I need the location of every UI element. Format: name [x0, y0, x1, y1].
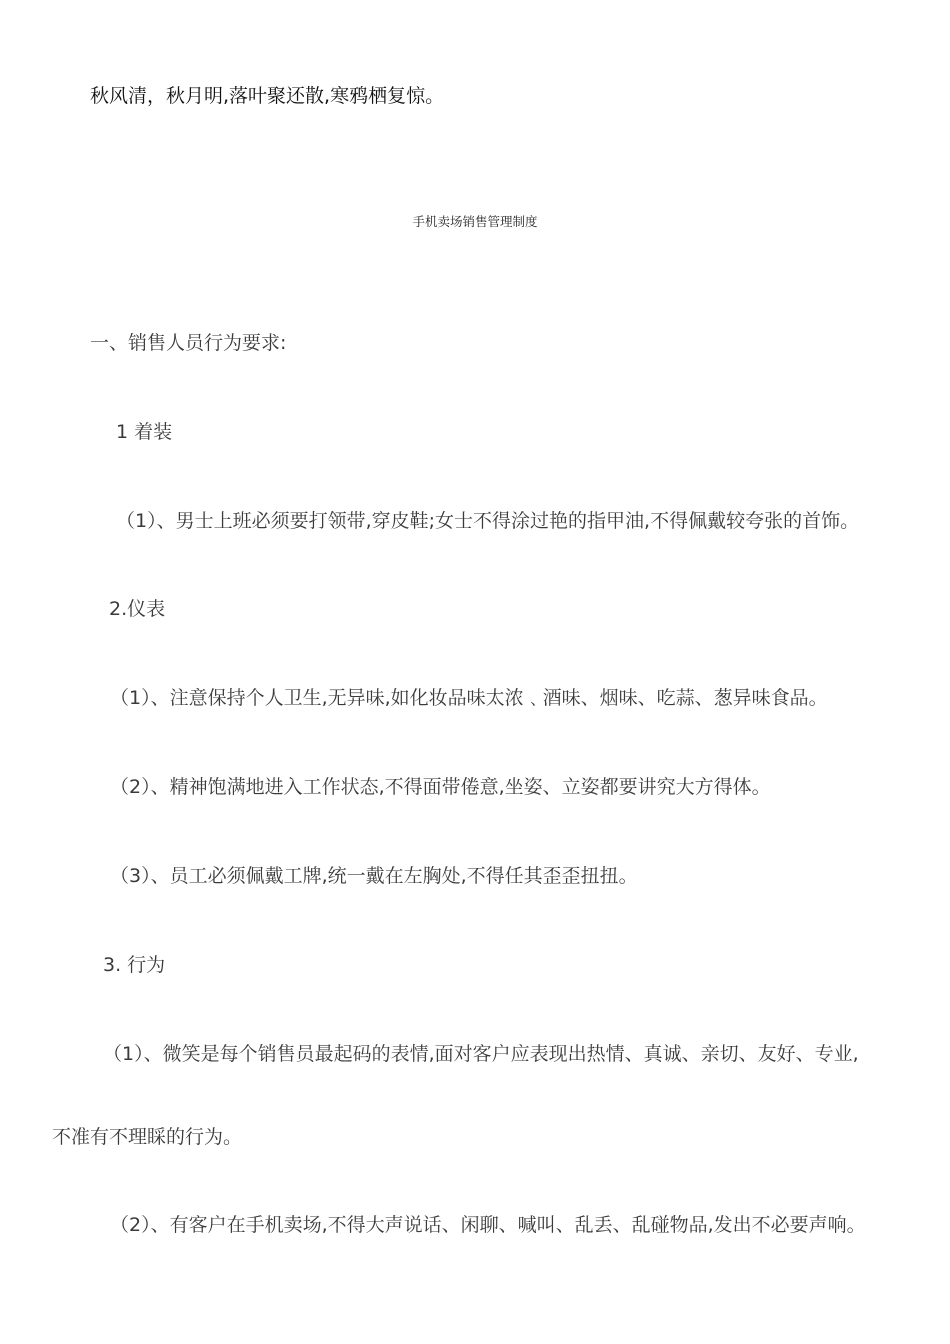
appearance-item-2: （2）、精神饱满地进入工作状态,不得面带倦意,坐姿、立姿都要讲究大方得体。 [110, 776, 771, 798]
behavior-item-1-line-2: 不准有不理睬的行为。 [52, 1126, 243, 1148]
behavior-item-1-line-1: （1）、微笑是每个销售员最起码的表情,面对客户应表现出热情、真诚、亲切、友好、专业, [103, 1043, 859, 1065]
poem-line: 秋风清，秋月明,落叶聚还散,寒鸦栖复惊。 [90, 85, 445, 107]
appearance-item-1: （1）、注意保持个人卫生,无异味,如化妆品味太浓﹑酒味、烟味、吃蒜、葱异味食品。 [110, 687, 828, 709]
section-heading-sales-staff-conduct: 一、销售人员行为要求: [90, 332, 287, 354]
subheading-appearance: 2.仪表 [109, 598, 166, 620]
appearance-item-3: （3）、员工必须佩戴工牌,统一戴在左胸处,不得任其歪歪扭扭。 [110, 865, 638, 887]
attire-item-1: （1）、男士上班必须要打领带,穿皮鞋;女士不得涂过艳的指甲油,不得佩戴较夸张的首饰。 [116, 510, 860, 532]
document-title: 手机卖场销售管理制度 [412, 214, 538, 229]
subheading-attire: 1 着装 [116, 421, 173, 443]
subheading-behavior: 3. 行为 [103, 954, 166, 976]
behavior-item-2: （2）、有客户在手机卖场,不得大声说话、闲聊、喊叫、乱丢、乱碰物品,发出不必要声响。 [110, 1214, 866, 1236]
